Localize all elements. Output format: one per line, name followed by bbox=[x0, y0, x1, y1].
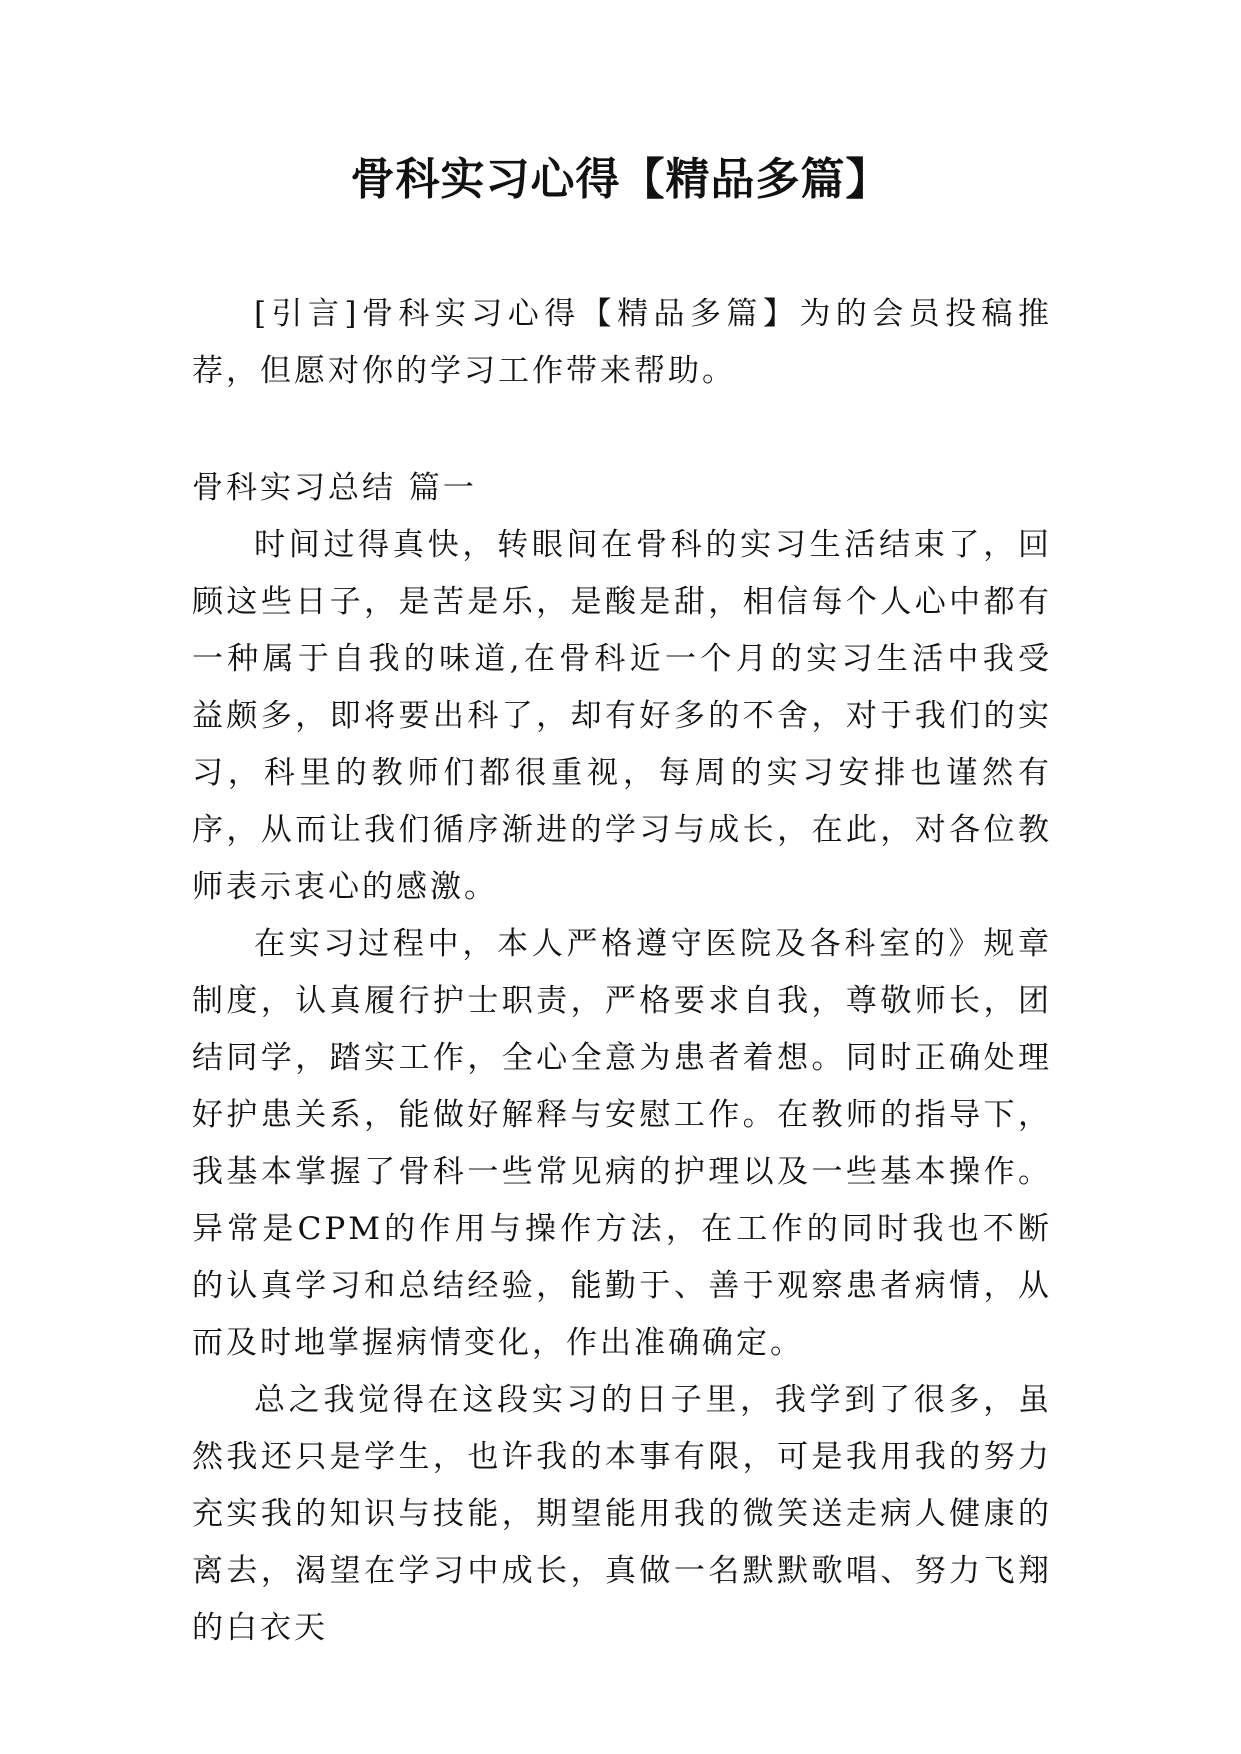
document-title: 骨科实习心得【精品多篇】 bbox=[350, 154, 891, 205]
body-paragraph-3: 总之我觉得在这段实习的日子里，我学到了很多，虽然我还只是学生，也许我的本事有限，可是我用我的努力充实我的知识与技能，期望能用我的微笑送走病人健康的离去，渴望在学习中成长，真做一名默默歌唱、努力飞翔的白衣天 bbox=[192, 1382, 1052, 1646]
section-heading: 骨科实习总结 篇一 bbox=[192, 470, 477, 506]
intro-text: [引言]骨科实习心得【精品多篇】为的会员投稿推荐，但愿对你的学习工作带来帮助。 bbox=[192, 296, 1052, 389]
intro-paragraph bbox=[192, 286, 1052, 400]
section-one bbox=[192, 460, 1052, 1657]
body-paragraph-2: 在实习过程中，本人严格遵守医院及各科室的》规章制度，认真履行护士职责，严格要求自我，尊敬师长，团结同学，踏实工作，全心全意为患者着想。同时正确处理好护患关系，能做好解释与安慰工作。在教师的指导下，我基本掌握了骨科一些常见病的护理以及一些基本操作。异常是CPM的作用与操作方法，在工作的同时我也不断的认真学习和总结经验，能勤于、善于观察患者病情，从而及时地掌握病情变化，作出准确确定。 bbox=[192, 926, 1052, 1361]
body-paragraph-1: 时间过得真快，转眼间在骨科的实习生活结束了，回顾这些日子，是苦是乐，是酸是甜，相信每个人心中都有一种属于自我的味道,在骨科近一个月的实习生活中我受益颇多，即将要出科了，却有好多的不舍，对于我们的实习，科里的教师们都很重视，每周的实习安排也谨然有序，从而让我们循序渐进的学习与成长，在此，对各位教师表示衷心的感激。 bbox=[192, 527, 1052, 905]
